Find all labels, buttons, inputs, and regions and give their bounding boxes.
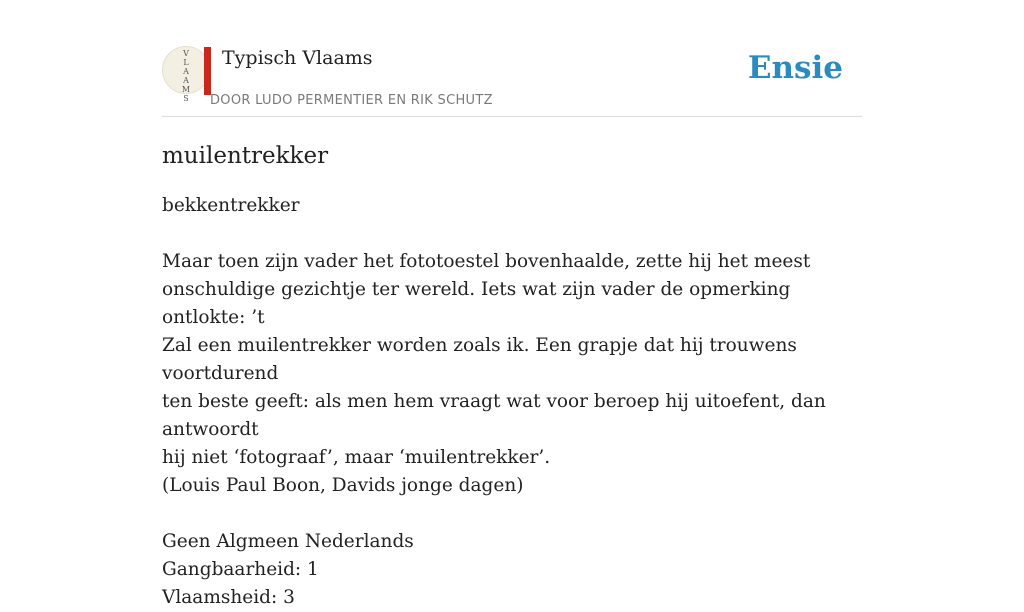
blog-title-link[interactable]: Typisch Vlaams bbox=[222, 47, 373, 69]
quote-line: hij niet ‘fotograaf’, maar ‘muilentrekker’. bbox=[162, 447, 551, 468]
blog-avatar[interactable] bbox=[162, 46, 210, 103]
entry-standard: Geen Algmeen Nederlands bbox=[162, 531, 414, 552]
page bbox=[162, 0, 862, 612]
quote-line: onschuldige gezichtje ter wereld. Iets wat zijn vader de opmerking ontlokte: ’t bbox=[162, 279, 791, 328]
avatar-logo-letters: V L A A M S bbox=[181, 49, 191, 103]
entry-definition: bekkentrekker bbox=[162, 195, 300, 216]
quote-line: Maar toen zijn vader het fototoestel bovenhaalde, zette hij het meest bbox=[162, 251, 811, 272]
blog-header bbox=[162, 0, 862, 117]
quote-line: ten beste geeft: als men hem vraagt wat voor beroep hij uitoefent, dan antwoordt bbox=[162, 391, 826, 440]
paragraph-gap bbox=[162, 500, 862, 528]
quote-line: Zal een muilentrekker worden zoals ik. Een grapje dat hij trouwens voortdurend bbox=[162, 335, 797, 384]
quote-source: (Louis Paul Boon, Davids jonge dagen) bbox=[162, 475, 524, 496]
entry-frequency: Gangbaarheid: 1 bbox=[162, 559, 319, 580]
avatar-red-stripe bbox=[204, 47, 211, 95]
ensie-logo-link[interactable]: Ensie bbox=[747, 50, 843, 86]
entry-flemishness: Vlaamsheid: 3 bbox=[162, 587, 295, 608]
entry-title: muilentrekker bbox=[162, 143, 329, 169]
entry-quote bbox=[162, 248, 862, 472]
paragraph-gap bbox=[162, 220, 862, 248]
entry-content bbox=[162, 192, 862, 612]
blog-authors: DOOR LUDO PERMENTIER EN RIK SCHUTZ bbox=[210, 93, 493, 108]
